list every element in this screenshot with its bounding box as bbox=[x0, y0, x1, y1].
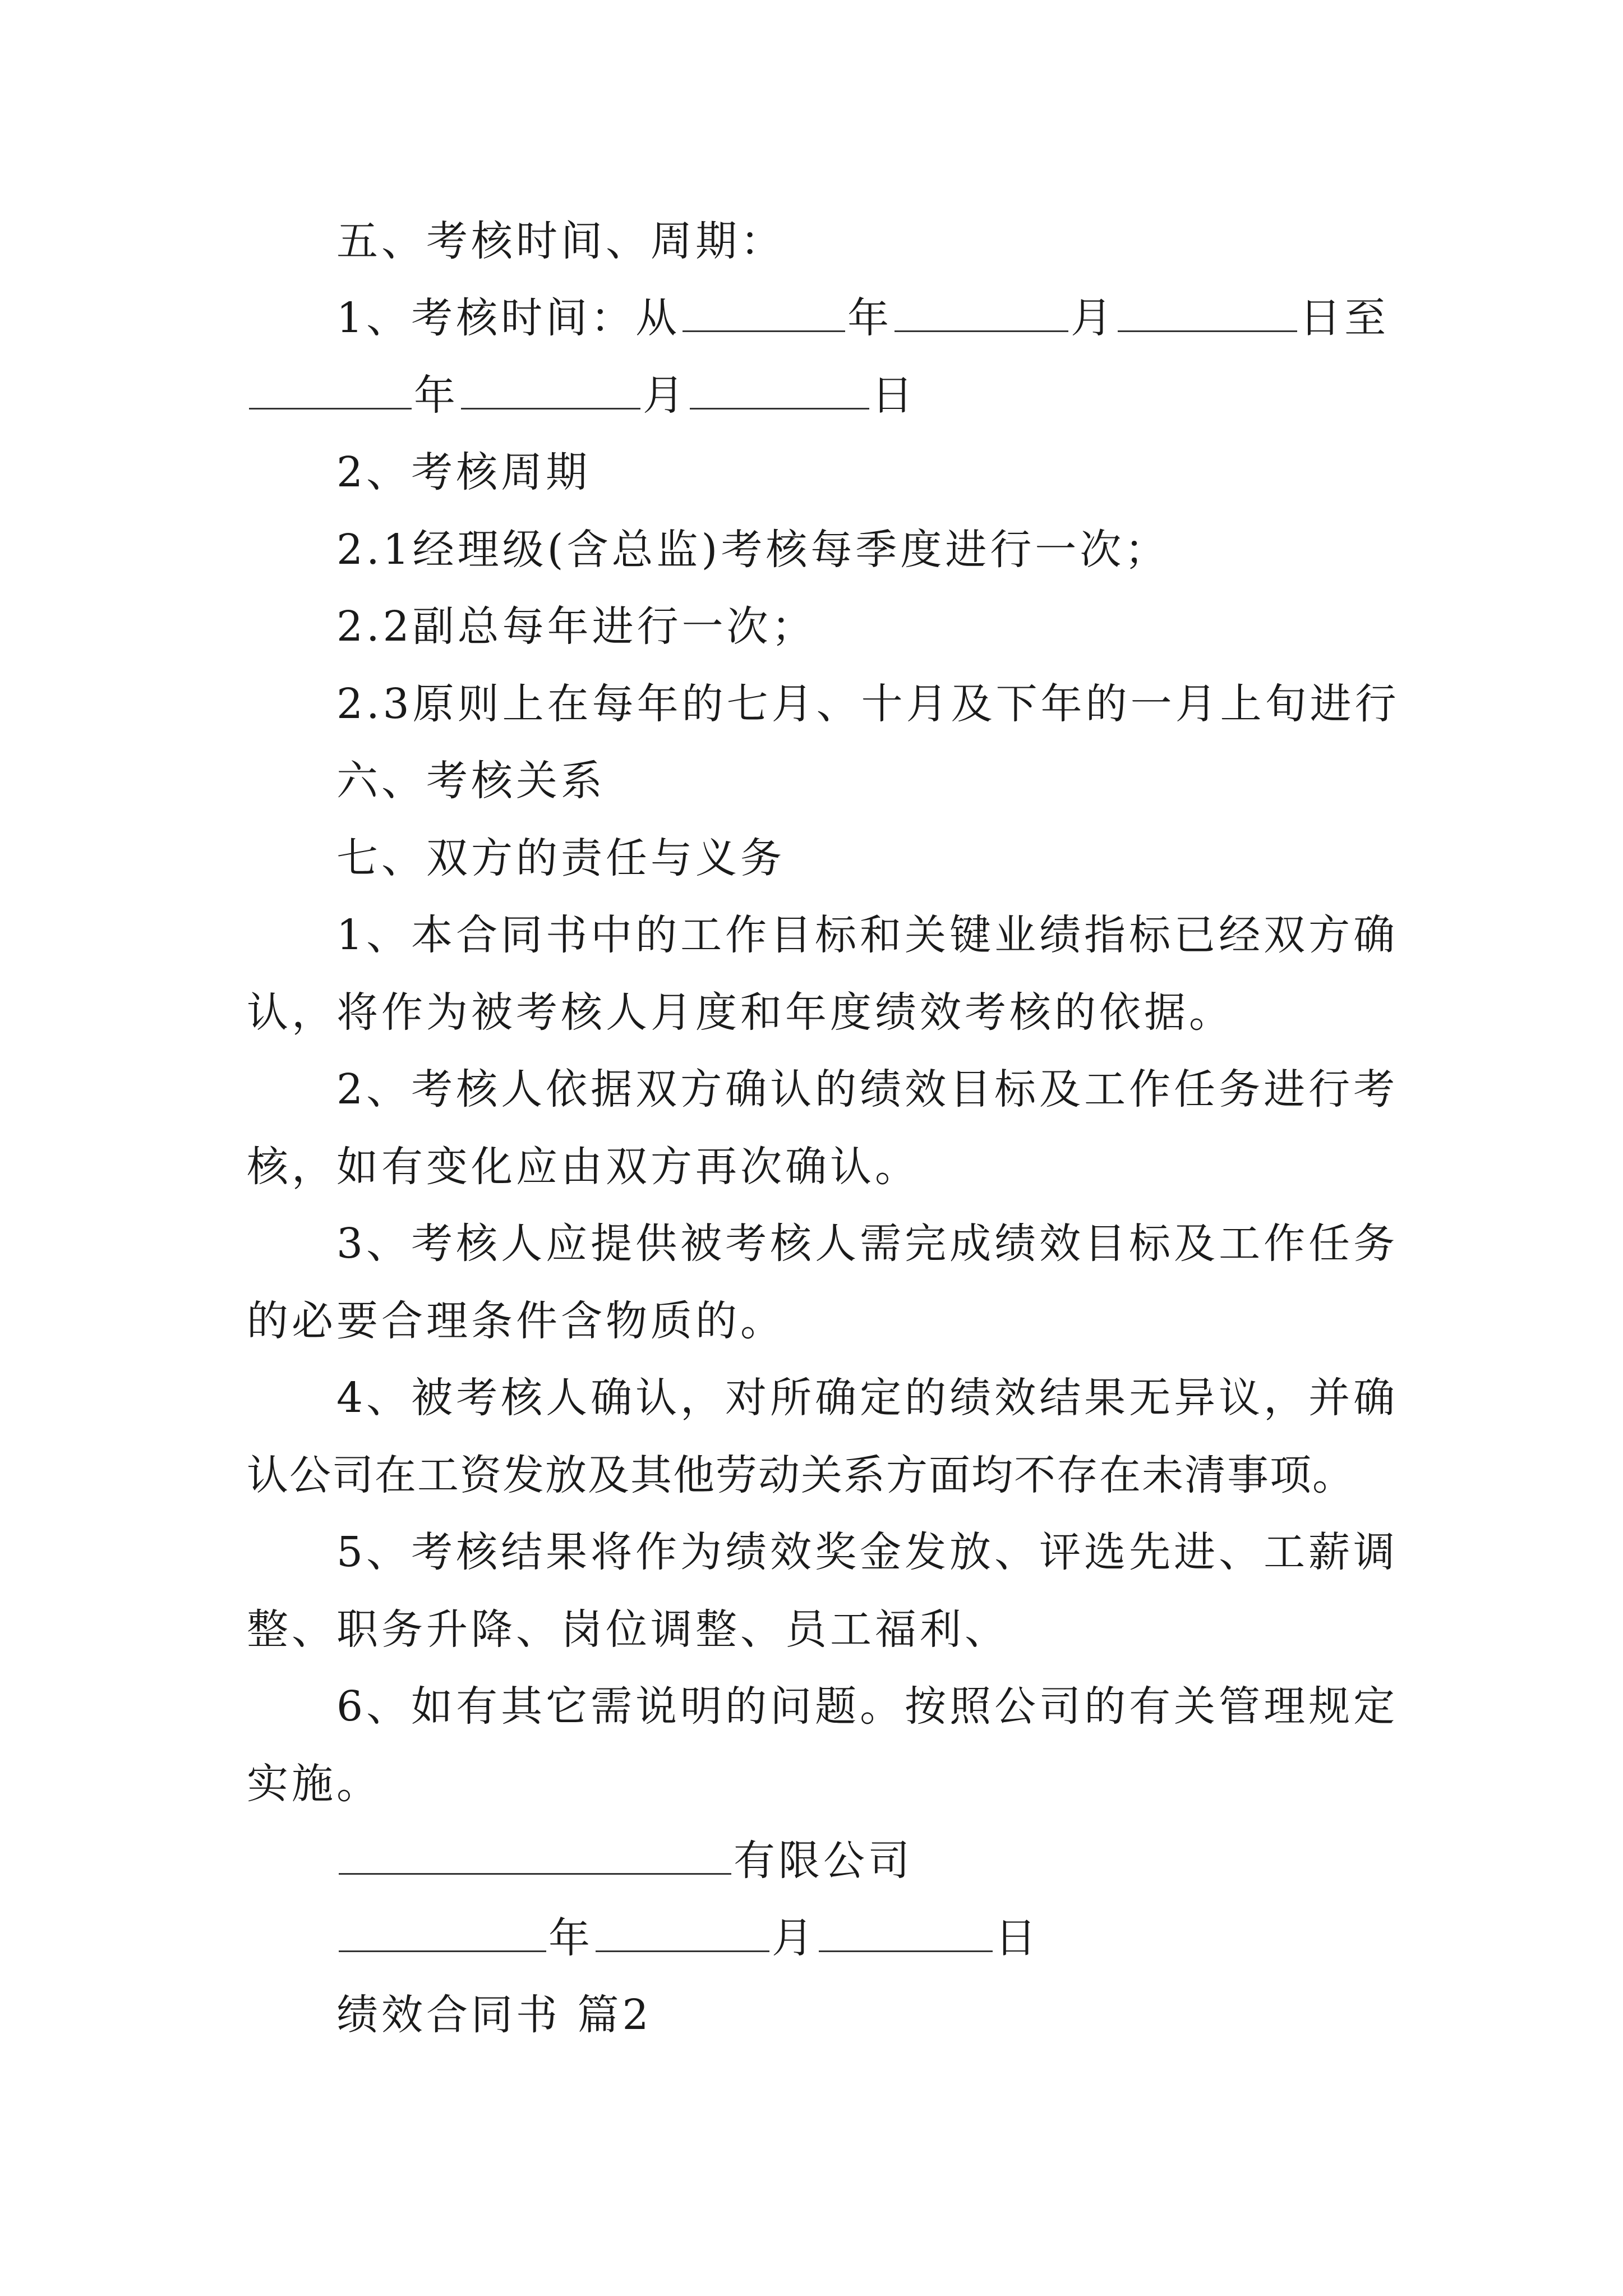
exam-cycle-item-1: 2.1经理级(含总监)考核每季度进行一次； bbox=[336, 526, 1170, 574]
duty-item-6-line-2: 实施。 bbox=[247, 1760, 381, 1808]
month-blank[interactable] bbox=[596, 1911, 769, 1952]
year-blank[interactable] bbox=[683, 291, 845, 332]
duty-item-3-line-2: 的必要合理条件含物质的。 bbox=[247, 1297, 785, 1345]
duty-item-5-line-1: 5、考核结果将作为绩效奖金发放、评选先进、工薪调 bbox=[336, 1528, 1399, 1576]
exam-time-line-2: 年 月 日 bbox=[247, 367, 1402, 424]
duty-item-2-line-1: 2、考核人依据双方确认的绩效目标及工作任务进行考 bbox=[336, 1065, 1399, 1114]
month-blank[interactable] bbox=[895, 291, 1068, 332]
year-blank[interactable] bbox=[339, 1911, 546, 1952]
section-seven-heading: 七、双方的责任与义务 bbox=[336, 834, 785, 882]
year-blank[interactable] bbox=[249, 369, 412, 409]
duty-item-3-line-1: 3、考核人应提供被考核人需完成绩效目标及工作任务 bbox=[336, 1220, 1399, 1268]
signature-date-line: 年 月 日 bbox=[336, 1910, 1492, 1966]
duty-item-6-line-1: 6、如有其它需说明的问题。按照公司的有关管理规定 bbox=[336, 1682, 1399, 1731]
exam-cycle-item-2: 2.2副总每年进行一次； bbox=[336, 602, 817, 651]
exam-cycle-heading: 2、考核周期 bbox=[336, 448, 591, 496]
duty-item-4-line-1: 4、被考核人确认，对所确定的绩效结果无异议，并确 bbox=[336, 1374, 1399, 1422]
exam-time-line-1: 1、考核时间：从 年 月 日至 bbox=[336, 290, 1492, 346]
duty-item-2-line-2: 核，如有变化应由双方再次确认。 bbox=[247, 1143, 920, 1191]
day-blank[interactable] bbox=[819, 1911, 993, 1952]
section-six-heading: 六、考核关系 bbox=[336, 757, 606, 805]
duty-item-1-line-1: 1、本合同书中的工作目标和关键业绩指标已经双方确 bbox=[336, 911, 1399, 959]
day-blank[interactable] bbox=[690, 369, 869, 409]
duty-item-4-line-2: 认公司在工资发放及其他劳动关系方面均不存在未清事项。 bbox=[247, 1451, 1355, 1499]
duty-item-5-line-2: 整、职务升降、岗位调整、员工福利、 bbox=[247, 1605, 1009, 1654]
month-blank[interactable] bbox=[461, 369, 640, 409]
exam-cycle-item-3: 2.3原则上在每年的七月、十月及下年的一月上旬进行 bbox=[336, 680, 1400, 728]
company-name-blank[interactable] bbox=[339, 1834, 731, 1875]
next-section-title: 绩效合同书 篇2 bbox=[336, 1991, 652, 2039]
duty-item-1-line-2: 认，将作为被考核人月度和年度绩效考核的依据。 bbox=[247, 988, 1234, 1037]
company-signature-line: 有限公司 bbox=[336, 1833, 1492, 1889]
section-five-heading: 五、考核时间、周期： bbox=[336, 217, 785, 265]
day-blank[interactable] bbox=[1118, 291, 1297, 332]
